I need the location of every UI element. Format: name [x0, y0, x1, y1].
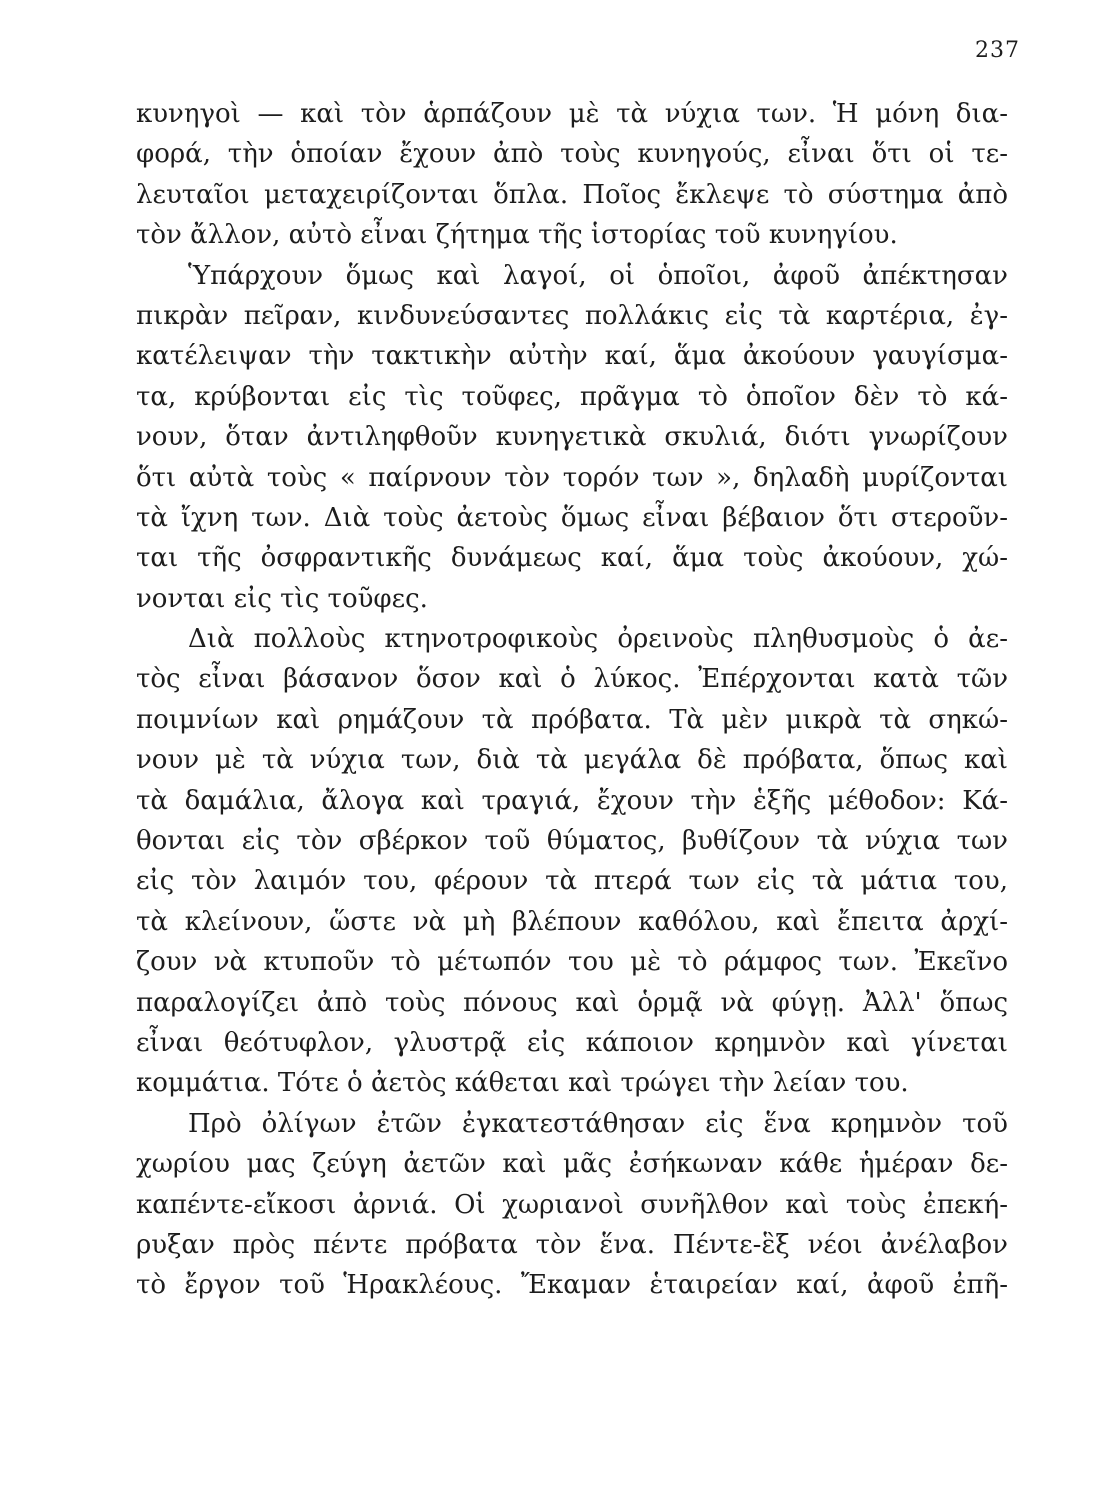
- text-line: νουν μὲ τὰ νύχια των, διὰ τὰ μεγάλα δὲ πρόβατα, ὅπως καὶ: [136, 745, 1008, 776]
- text-line: ται τῆς ὀσφραντικῆς δυνάμεως καί, ἅμα τοὺς ἀκούουν, χώ-: [136, 543, 1008, 574]
- text-line: χωρίου μας ζεύγη ἀετῶν καὶ μᾶς ἐσήκωναν κάθε ἡμέραν δε-: [136, 1149, 1008, 1180]
- text-line: τὰ κλείνουν, ὥστε νὰ μὴ βλέπουν καθόλου, καὶ ἔπειτα ἀρχί-: [136, 906, 1008, 937]
- text-line: Ὑπάρχουν ὅμως καὶ λαγοί, οἱ ὁποῖοι, ἀφοῦ ἀπέκτησαν: [188, 260, 1008, 291]
- text-line: ζουν νὰ κτυποῦν τὸ μέτωπόν του μὲ τὸ ράμφος των. Ἐκεῖνο: [136, 947, 1008, 978]
- body-text: [136, 94, 1008, 1306]
- text-line: νονται εἰς τὶς τοῦφες.: [136, 583, 428, 614]
- text-line: Πρὸ ὀλίγων ἐτῶν ἐγκατεστάθησαν εἰς ἕνα κρημνὸν τοῦ: [188, 1108, 1008, 1139]
- text-line: παραλογίζει ἀπὸ τοὺς πόνους καὶ ὁρμᾷ νὰ φύγῃ. Ἀλλ' ὅπως: [136, 987, 1008, 1018]
- text-line: πικρὰν πεῖραν, κινδυνεύσαντες πολλάκις εἰς τὰ καρτέρια, ἐγ-: [136, 300, 1008, 331]
- text-line: κατέλειψαν τὴν τακτικὴν αὐτὴν καί, ἅμα ἀκούουν γαυγίσμα-: [136, 341, 1008, 372]
- text-line: εἰς τὸν λαιμόν του, φέρουν τὰ πτερά των εἰς τὰ μάτια του,: [136, 866, 1008, 897]
- text-line: κυνηγοὶ — καὶ τὸν ἁρπάζουν μὲ τὰ νύχια των. Ἡ μόνη δια-: [136, 99, 1008, 129]
- text-line: ρυξαν πρὸς πέντε πρόβατα τὸν ἕνα. Πέντε-ἓξ νέοι ἀνέλαβον: [136, 1229, 1008, 1260]
- text-line: τὸν ἄλλον, αὐτὸ εἶναι ζήτημα τῆς ἱστορίας τοῦ κυνηγίου.: [136, 220, 898, 251]
- text-line: θονται εἰς τὸν σβέρκον τοῦ θύματος, βυθίζουν τὰ νύχια των: [136, 826, 1008, 857]
- text-line: τὸ ἔργον τοῦ Ἡρακλέους. Ἔκαμαν ἑταιρείαν καί, ἀφοῦ ἐπῆ-: [136, 1270, 1008, 1301]
- text-line: λευταῖοι μεταχειρίζονται ὅπλα. Ποῖος ἔκλεψε τὸ σύστημα ἀπὸ: [136, 179, 1008, 210]
- text-line: τα, κρύβονται εἰς τὶς τοῦφες, πρᾶγμα τὸ ὁποῖον δὲν τὸ κά-: [136, 381, 1008, 412]
- text-line: ποιμνίων καὶ ρημάζουν τὰ πρόβατα. Τὰ μὲν μικρὰ τὰ σηκώ-: [136, 704, 1008, 735]
- text-line: κομμάτια. Τότε ὁ ἀετὸς κάθεται καὶ τρώγει τὴν λείαν του.: [136, 1068, 909, 1099]
- text-line: εἶναι θεότυφλον, γλυστρᾷ εἰς κάποιον κρημνὸν καὶ γίνεται: [136, 1027, 1008, 1058]
- text-line: τὰ ἴχνη των. Διὰ τοὺς ἀετοὺς ὅμως εἶναι βέβαιον ὅτι στεροῦν-: [136, 502, 1008, 533]
- text-line: τὸς εἶναι βάσανον ὅσον καὶ ὁ λύκος. Ἐπέρχονται κατὰ τῶν: [136, 664, 1008, 695]
- text-line: φορά, τὴν ὁποίαν ἔχουν ἀπὸ τοὺς κυνηγούς, εἶναι ὅτι οἱ τε-: [136, 139, 1008, 170]
- page-number: 237: [975, 38, 1020, 63]
- text-line: νουν, ὅταν ἀντιληφθοῦν κυνηγετικὰ σκυλιά, διότι γνωρίζουν: [136, 422, 1008, 453]
- text-line: ὅτι αὐτὰ τοὺς « παίρνουν τὸν τορόν των », δηλαδὴ μυρίζονται: [136, 462, 1008, 493]
- text-line: Διὰ πολλοὺς κτηνοτροφικοὺς ὀρεινοὺς πληθυσμοὺς ὁ ἀε-: [188, 624, 1008, 655]
- text-line: τὰ δαμάλια, ἄλογα καὶ τραγιά, ἔχουν τὴν ἑξῆς μέθοδον: Κά-: [136, 785, 1008, 816]
- text-line: καπέντε-εἴκοσι ἀρνιά. Οἱ χωριανοὶ συνῆλθον καὶ τοὺς ἐπεκή-: [136, 1189, 1008, 1220]
